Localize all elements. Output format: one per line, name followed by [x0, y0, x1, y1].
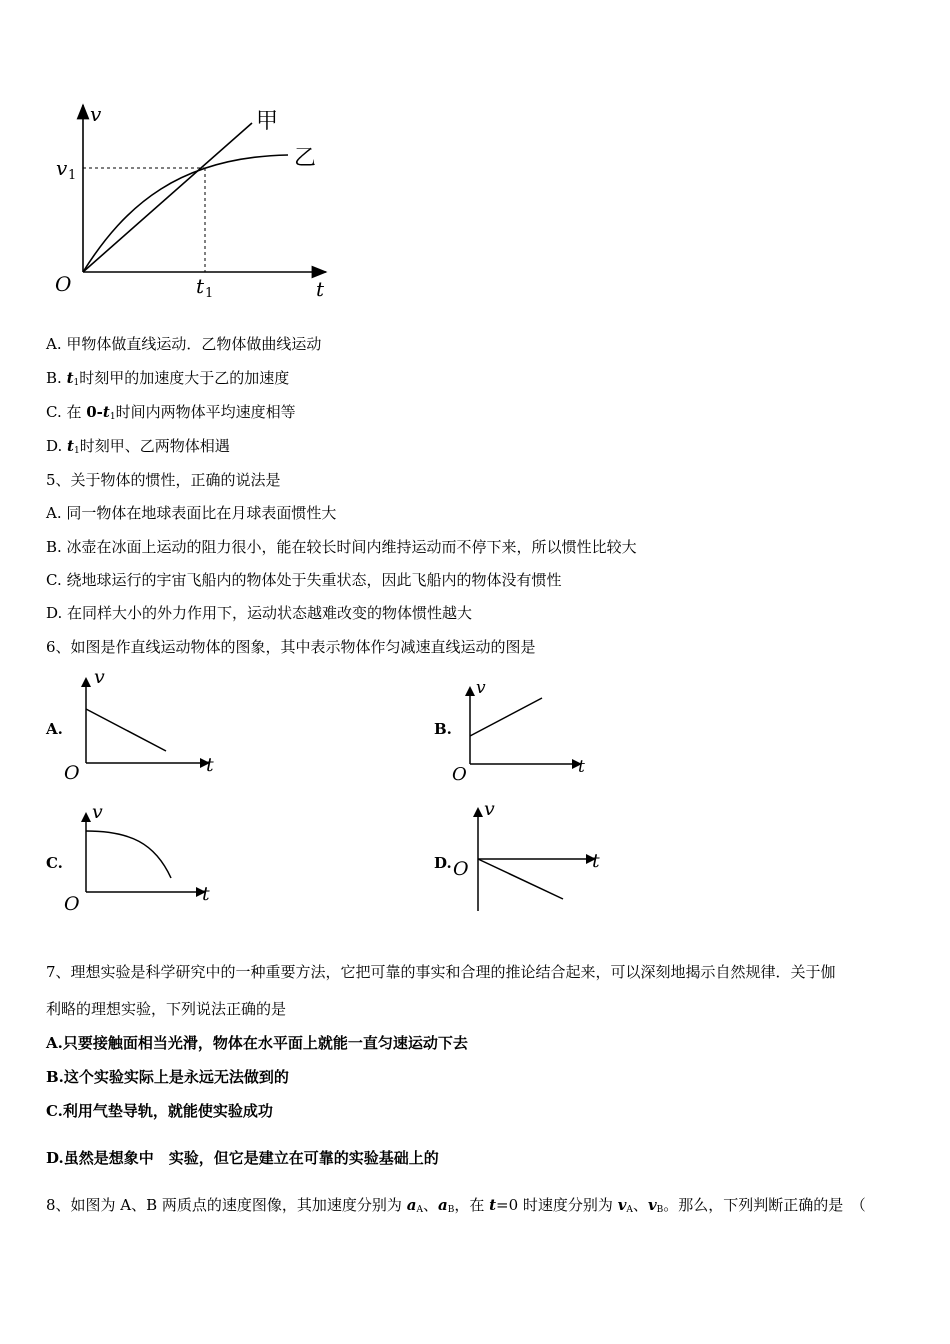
t-label: t	[592, 850, 600, 872]
q4-option-b	[46, 368, 289, 393]
q6-graph-a-label: A.	[46, 720, 63, 738]
q4-d-sub: 1	[73, 446, 80, 456]
q4-c-sub: 1	[109, 412, 116, 422]
q7-question-line1: 7、理想实验是科学研究中的一种重要方法，它把可靠的事实和合理的推论结合起来，可以深刻地揭示自然规律．关于伽	[46, 963, 836, 981]
decreasing-curve	[86, 831, 171, 878]
origin-label: O	[452, 764, 467, 785]
v-axis-arrow	[473, 807, 483, 817]
q8-mid2: =0 时速度分别为	[496, 1196, 618, 1214]
q4-option-c	[46, 402, 296, 427]
negative-line	[478, 859, 563, 899]
v-axis-arrow	[81, 677, 91, 687]
increasing-line	[470, 698, 542, 736]
t-label: t	[206, 754, 214, 776]
q4-c-text: 时间内两物体平均速度相等	[115, 403, 296, 421]
q6-graph-b-label: B.	[434, 720, 452, 738]
q7-question-line2: 利略的理想实验，下列说法正确的是	[46, 1000, 287, 1018]
q8-vB-sub: B	[656, 1205, 664, 1215]
q7-option-b: B.这个实验实际上是永远无法做到的	[46, 1068, 289, 1086]
q8-suffix: 。那么，下列判断正确的是 （	[663, 1196, 866, 1214]
q8-mid1: ，在	[454, 1196, 490, 1214]
origin-label: O	[453, 858, 469, 880]
origin-label: O	[64, 893, 80, 915]
q6-graph-c-label: C.	[46, 854, 63, 872]
q5-question: 5、关于物体的惯性，正确的说法是	[46, 471, 281, 489]
v-axis-arrow	[81, 812, 91, 822]
q8-aA-sub: A	[416, 1205, 423, 1215]
v-axis-arrow	[465, 686, 475, 696]
q4-d-symbol: t	[67, 437, 74, 455]
q6-graph-c	[60, 798, 230, 918]
q8-question	[46, 1195, 866, 1220]
origin-label: O	[55, 272, 72, 296]
origin-label: O	[64, 762, 80, 784]
q8-sep2: 、	[632, 1196, 648, 1214]
q8-vB: v	[647, 1196, 657, 1214]
q6-graph-d-label: D.	[434, 854, 452, 872]
q4-b-symbol: t	[66, 369, 74, 387]
decreasing-line	[86, 709, 166, 751]
q6-question: 6、如图是作直线运动物体的图象，其中表示物体作匀减速直线运动的图是	[46, 638, 536, 656]
q8-aA: a	[406, 1196, 417, 1214]
v-axis-label: v	[90, 102, 102, 126]
q4-option-d	[46, 436, 230, 461]
q8-prefix: 8、如图为 A、B 两质点的速度图像，其加速度分别为	[46, 1196, 407, 1214]
vt-figure-jia-yi	[40, 95, 340, 310]
v-label: v	[92, 801, 103, 823]
v-label: v	[94, 666, 105, 688]
line-jia	[83, 123, 252, 272]
q8-sep1: 、	[422, 1196, 438, 1214]
q8-aB: a	[437, 1196, 448, 1214]
q6-graph-a	[60, 665, 230, 785]
q4-d-text: 时刻甲、乙两物体相遇	[79, 437, 230, 455]
q5-option-b: B. 冰壶在冰面上运动的阻力很小，能在较长时间内维持运动而不停下来，所以惯性比较大	[46, 538, 637, 556]
t1-label: t	[196, 274, 205, 298]
t-axis-label: t	[316, 277, 325, 301]
q4-c-symbol: t	[102, 403, 110, 421]
q4-b-prefix: B.	[46, 369, 67, 387]
jia-label: 甲	[256, 109, 279, 134]
q7-option-d: D.虽然是想象中 实验，但它是建立在可靠的实验基础上的	[46, 1149, 439, 1167]
q4-d-prefix: D.	[46, 437, 68, 455]
q4-b-sub: 1	[73, 378, 80, 388]
q4-b-text: 时刻甲的加速度大于乙的加速度	[79, 369, 290, 387]
q4-option-a: A. 甲物体做直线运动．乙物体做曲线运动	[46, 335, 322, 353]
q6-graph-b	[448, 672, 598, 787]
v1-sub: 1	[68, 168, 77, 183]
q5-option-a: A. 同一物体在地球表面比在月球表面惯性大	[46, 504, 337, 522]
q4-c-prefix: C. 在	[46, 403, 87, 421]
q8-vA: v	[617, 1196, 627, 1214]
q8-vA-sub: A	[626, 1205, 633, 1215]
t1-sub: 1	[205, 286, 214, 301]
q6-graph-d	[452, 795, 622, 920]
t-label: t	[202, 883, 210, 905]
curve-yi	[83, 155, 288, 272]
q7-option-a: A.只要接触面相当光滑，物体在水平面上就能一直匀速运动下去	[46, 1034, 468, 1052]
t-label: t	[578, 757, 585, 777]
q8-t0: t	[489, 1196, 497, 1214]
q5-option-c: C. 绕地球运行的宇宙飞船内的物体处于失重状态，因此飞船内的物体没有惯性	[46, 571, 562, 589]
q4-c-range: 0-	[86, 403, 103, 421]
v-label: v	[476, 678, 486, 698]
v-label: v	[484, 798, 495, 820]
yi-label: 乙	[294, 146, 317, 171]
q7-option-c: C.利用气垫导轨，就能使实验成功	[46, 1102, 273, 1120]
q5-option-d: D. 在同样大小的外力作用下，运动状态越难改变的物体惯性越大	[46, 604, 473, 622]
v1-label: v	[56, 156, 68, 180]
q8-aB-sub: B	[447, 1205, 455, 1215]
